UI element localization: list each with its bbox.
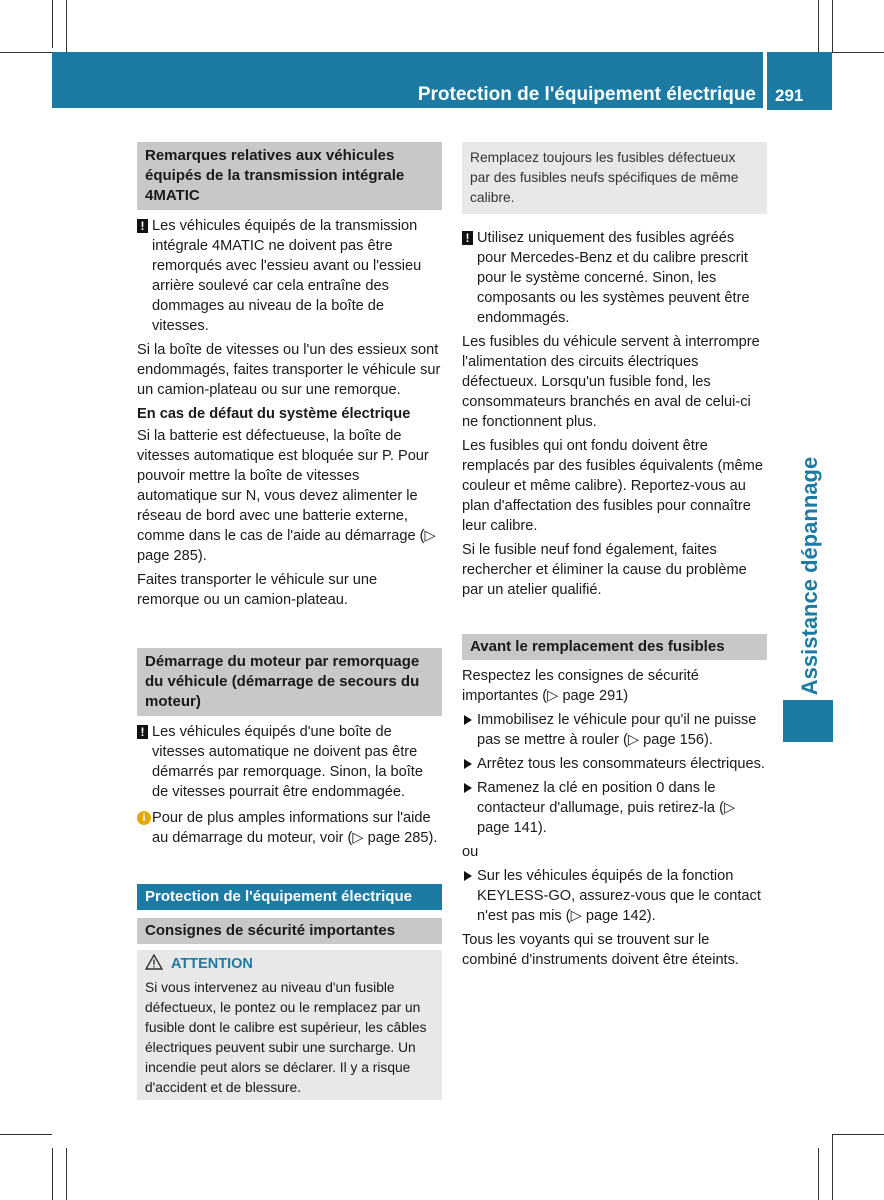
crop-mark [832, 52, 884, 53]
left-column [137, 142, 442, 1100]
info-text: Pour de plus amples informations sur l'aide au démarrage du moteur, voir (▷ page 285). [152, 810, 438, 846]
warning-text: Utilisez uniquement des fusibles agréés pour Mercedes-Benz et du calibre prescrit pour le système concerné. Sinon, les composants ou les systèmes peuvent être endommagés. [477, 230, 750, 326]
exclamation-icon: ! [462, 231, 473, 245]
paragraph: Si la batterie est défectueuse, la boîte de vitesses automatique est bloquée sur P. Pour pouvoir mettre la boîte de vitesses automatique sur N, vous devez alimenter le réseau de bord avec une batterie externe, comme dans le cas de l'aide au démarrage (▷ page 285). [137, 428, 436, 564]
section-heading-safety: Consignes de sécurité importantes [137, 918, 442, 944]
list-item-text: Sur les véhicules équipés de la fonction KEYLESS-GO, assurez-vous que le contact n'est pas mis (▷ page 142). [477, 868, 761, 924]
paragraph: Les fusibles qui ont fondu doivent être remplacés par des fusibles équivalents (même couleur et même calibre). Reportez-vous au plan d'affectation des fusibles pour connaître leur calibre. [462, 438, 763, 534]
crop-mark [66, 1148, 67, 1200]
list-item [462, 866, 767, 926]
crop-mark [832, 1134, 884, 1135]
info-note [137, 808, 442, 848]
list-item-text: Ramenez la clé en position 0 dans le contacteur d'allumage, puis retirez-la (▷ page 141). [477, 780, 736, 836]
warning-text: Les véhicules équipés d'une boîte de vitesses automatique ne doivent pas être démarrés par remorquage. Sinon, la boîte de vitesses pourrait être endommagée. [152, 724, 423, 800]
crop-mark [52, 0, 53, 48]
section-heading-tow-start: Démarrage du moteur par remorquage du véhicule (démarrage de secours du moteur) [137, 648, 442, 716]
paragraph: Les fusibles du véhicule servent à interrompre l'alimentation des circuits électriques défectueux. Lorsqu'un fusible fond, les consommateurs branchés en aval de celui-ci ne fonctionnent plus. [462, 334, 760, 430]
arrow-bullet-icon [464, 871, 472, 881]
page-title: Protection de l'équipement électrique [417, 84, 756, 105]
right-column [462, 142, 767, 974]
warning-note [137, 216, 442, 336]
crop-mark [818, 1148, 819, 1200]
attention-box [137, 950, 442, 1100]
side-tab-marker [783, 700, 833, 742]
side-tab-label: Assistance dépannage [797, 456, 822, 696]
warning-note [462, 228, 767, 328]
crop-mark [0, 1134, 52, 1135]
crop-mark [0, 52, 52, 53]
exclamation-icon: ! [137, 725, 148, 739]
paragraph: Respectez les consignes de sécurité importantes (▷ page 291) [462, 668, 699, 704]
crop-mark [818, 0, 819, 52]
paragraph: Faites transporter le véhicule sur une remorque ou un camion-plateau. [137, 572, 378, 608]
fuse-note-box: Remplacez toujours les fusibles défectueux par des fusibles neufs spécifiques de même calibre. [462, 142, 767, 214]
section-heading-4matic: Remarques relatives aux véhicules équipés de la transmission intégrale 4MATIC [137, 142, 442, 210]
page-number: 291 [775, 86, 804, 105]
attention-title: ATTENTION [171, 956, 253, 972]
subheading: En cas de défaut du système électrique [137, 406, 411, 422]
list-item-text: Arrêtez tous les consommateurs électriques. [477, 756, 765, 772]
warning-note [137, 722, 442, 802]
warning-text: Les véhicules équipés de la transmission intégrale 4MATIC ne doivent pas être remorqués avec l'essieu avant ou l'essieu arrière soulevé car cela entraîne des dommages au niveau de la boîte de vitesses. [152, 218, 422, 334]
list-item [462, 754, 767, 774]
crop-mark [832, 0, 833, 52]
exclamation-icon: ! [137, 219, 148, 233]
section-heading-before-replacement: Avant le remplacement des fusibles [462, 634, 767, 660]
attention-text: Si vous intervenez au niveau d'un fusible défectueux, le pontez ou le remplacez par un fusible dont le calibre est supérieur, les câbles électriques peuvent subir une surcharge. Un incendie peut alors se déclarer. Il y a risque d'accident et de blessure. [145, 980, 427, 1095]
crop-mark [66, 0, 67, 52]
header-rule [50, 108, 763, 112]
warning-triangle-icon [145, 954, 163, 970]
arrow-bullet-icon [464, 783, 472, 793]
attention-heading [145, 954, 434, 974]
list-item-text: Immobilisez le véhicule pour qu'il ne puisse pas se mettre à rouler (▷ page 156). [477, 712, 757, 748]
info-icon: i [137, 811, 151, 825]
crop-mark [832, 1134, 833, 1200]
list-item [462, 710, 767, 750]
section-heading-electrical: Protection de l'équipement électrique [137, 884, 442, 910]
paragraph: Si le fusible neuf fond également, faites rechercher et éliminer la cause du problème par un atelier qualifié. [462, 542, 747, 598]
paragraph: Tous les voyants qui se trouvent sur le combiné d'instruments doivent être éteints. [462, 932, 739, 968]
or-text: ou [462, 844, 479, 860]
arrow-bullet-icon [464, 715, 472, 725]
list-item [462, 778, 767, 838]
paragraph: Si la boîte de vitesses ou l'un des essieux sont endommagés, faites transporter le véhicule sur un camion-plateau ou sur une remorque. [137, 342, 441, 398]
header-divider [763, 52, 767, 112]
crop-mark [52, 1148, 53, 1200]
arrow-bullet-icon [464, 759, 472, 769]
